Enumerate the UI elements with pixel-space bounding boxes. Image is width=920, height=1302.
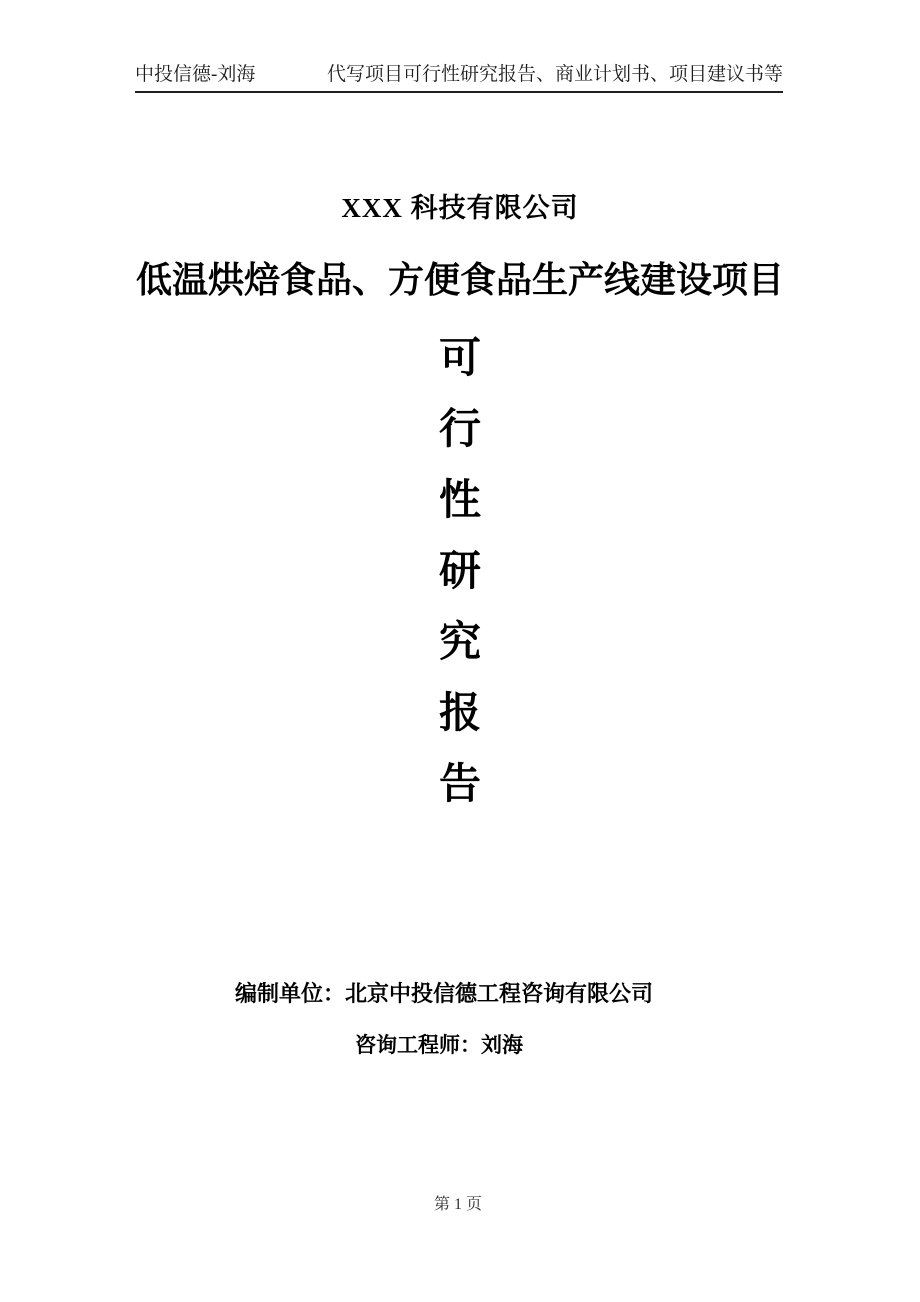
header-tagline: 代写项目可行性研究报告、商业计划书、项目建议书等	[326, 64, 783, 85]
report-title-char: 性	[438, 475, 481, 524]
report-title-char: 行	[438, 404, 481, 453]
page-number-label: 第 1 页	[433, 1196, 482, 1213]
report-title-vertical	[0, 322, 920, 819]
page-footer	[0, 1191, 918, 1214]
report-title-char: 研	[438, 546, 481, 595]
consultant-line: 咨询工程师：刘海	[355, 1033, 523, 1057]
report-title-char: 报	[438, 688, 481, 737]
report-title-char: 究	[438, 617, 481, 666]
report-title-char: 告	[438, 759, 481, 808]
header-company-name: 中投信德-刘海	[135, 64, 256, 85]
report-title-char: 可	[438, 333, 481, 382]
prepared-by-line: 编制单位：北京中投信德工程咨询有限公司	[234, 981, 653, 1006]
project-title: 低温烘焙食品、方便食品生产线建设项目	[135, 260, 784, 300]
page-header	[135, 64, 783, 93]
company-name: XXX 科技有限公司	[341, 193, 579, 223]
